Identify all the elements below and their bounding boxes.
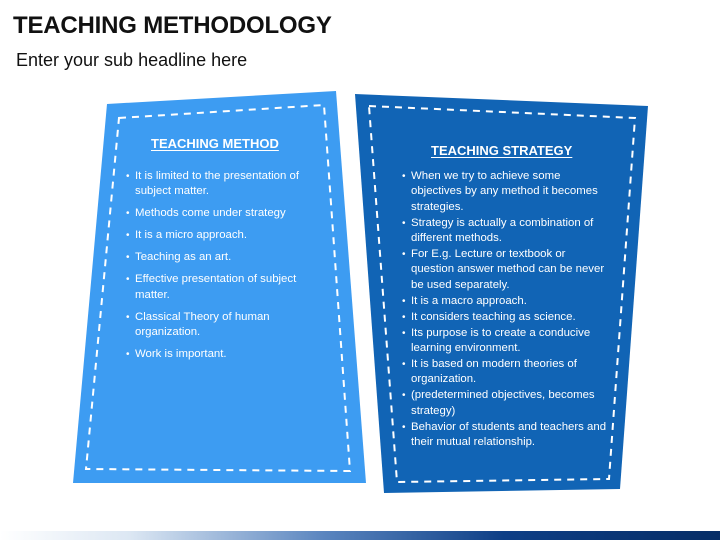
list-item: • Classical Theory of human organization. (126, 310, 316, 341)
list-item: • It is a macro approach. (402, 294, 608, 309)
page-title: TEACHING METHODOLOGY (13, 12, 332, 39)
left-card-list (126, 169, 316, 369)
bottom-gradient-bar (0, 531, 720, 540)
list-item: • It is a micro approach. (126, 228, 316, 243)
right-card-list (402, 169, 608, 451)
list-item: • Behavior of students and teachers and their mutual relationship. (402, 420, 608, 451)
page-subtitle: Enter your sub headline here (16, 50, 248, 70)
list-item: • Its purpose is to create a conducive learning environment. (402, 326, 608, 357)
list-item: • Work is important. (126, 347, 316, 362)
list-item: • For E.g. Lecture or textbook or question answer method can be never be used separately. (402, 247, 608, 293)
list-item: • It is based on modern theories of organization. (402, 357, 608, 388)
list-item: • Teaching as an art. (126, 250, 316, 265)
list-item: • It is limited to the presentation of subject matter. (126, 169, 316, 200)
list-item: • Methods come under strategy (126, 206, 316, 221)
list-item: • Strategy is actually a combination of different methods. (402, 216, 608, 247)
list-item: • It considers teaching as science. (402, 310, 608, 325)
list-item: • When we try to achieve some objectives by any method it becomes strategies. (402, 169, 608, 215)
right-card-title: TEACHING STRATEGY (431, 143, 573, 158)
list-item: • Effective presentation of subject matter. (126, 272, 316, 303)
left-card-title: TEACHING METHOD (151, 136, 279, 151)
list-item: • (predetermined objectives, becomes strategy) (402, 388, 608, 419)
